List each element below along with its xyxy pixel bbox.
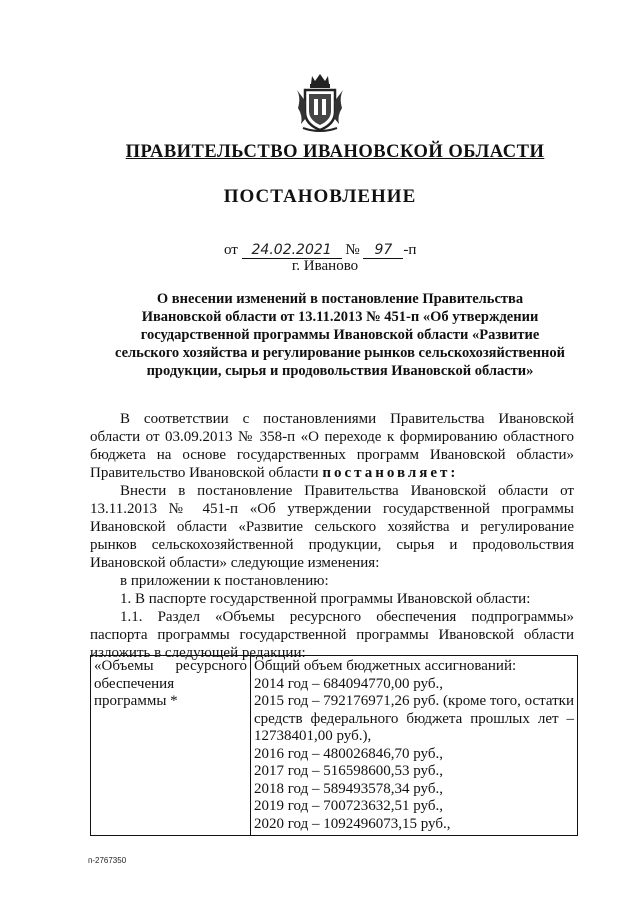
resource-table xyxy=(90,655,578,836)
ivanovo-coat-of-arms-icon xyxy=(295,72,345,134)
city: г. Иваново xyxy=(291,258,359,274)
title-line: Ивановской области от 13.11.2013 № 451-п «Об утверждении xyxy=(141,309,539,325)
table-row xyxy=(91,656,578,836)
date-prefix: от xyxy=(224,242,238,258)
table-value-line: 2020 год – 1092496073,15 руб., xyxy=(254,815,451,832)
table-value-line: 2017 год – 516598600,53 руб., xyxy=(254,763,443,779)
number-prefix: № xyxy=(345,242,360,258)
table-value-line: 2014 год – 684094770,00 руб., xyxy=(254,675,443,692)
table-cell-values xyxy=(251,656,578,836)
document-body xyxy=(90,410,574,662)
table-value-line: 2016 год – 480026846,70 руб., xyxy=(254,745,443,762)
document-code: п-2767350 xyxy=(88,856,127,865)
document-type: ПОСТАНОВЛЕНИЕ xyxy=(223,186,417,207)
table-value-line: Общий объем бюджетных ассигнований: xyxy=(254,658,517,674)
handwritten-date: 24.02.2021 xyxy=(242,243,342,259)
table-cell-label: «Объемы ресурсного обеспечения программы * xyxy=(91,656,251,836)
table-value-line: 2015 год – 792176971,26 руб. (кроме того, остатки средств федерального бюджета прошлых лет – 12738401,00 руб.), xyxy=(254,693,574,744)
resolves-word: постановляет: xyxy=(322,465,459,481)
paragraph-preamble xyxy=(90,410,574,482)
number-suffix: -п xyxy=(403,242,417,258)
title-line: продукции, сырья и продовольствия Ивановской области» xyxy=(146,363,534,379)
paragraph-appendix: в приложении к постановлению: xyxy=(120,573,329,589)
title-line: О внесении изменений в постановление Правительства xyxy=(156,291,524,307)
date-number-line xyxy=(224,242,416,259)
handwritten-number: 97 xyxy=(363,243,403,259)
paragraph-amend: Внести в постановление Правительства Ивановской области от 13.11.2013 № 451-п «Об утверждении государственной программы Ивановской области «Развитие сельского хозяйства и регулирование рынков сельскохозяйственной продукции, сырья и продовольствия Ивановской области» следующие изменения: xyxy=(90,483,574,571)
title-line: государственной программы Ивановской области «Развитие xyxy=(140,327,540,343)
table-value-line: 2019 год – 700723632,51 руб., xyxy=(254,798,443,814)
title-line: сельского хозяйства и регулирование рынков сельскохозяйственной xyxy=(115,345,565,361)
organization-name: ПРАВИТЕЛЬСТВО ИВАНОВСКОЙ ОБЛАСТИ xyxy=(125,142,545,162)
preamble-text: В соответствии с постановлениями Правительства Ивановской области от 03.09.2013 № 358-п «О переходе к формированию областного бюджета на основе государственных программ Ивановской области» Правительство Ивановской области xyxy=(90,411,574,481)
paragraph-item-1: 1. В паспорте государственной программы Ивановской области: xyxy=(120,591,531,607)
table-value-line: 2018 год – 589493578,34 руб., xyxy=(254,780,443,797)
document-title xyxy=(90,290,590,380)
paragraph-item-1-1: 1.1. Раздел «Объемы ресурсного обеспечения подпрограммы» паспорта программы государственной программы Ивановской области изложить в следующей редакции: xyxy=(90,609,574,661)
